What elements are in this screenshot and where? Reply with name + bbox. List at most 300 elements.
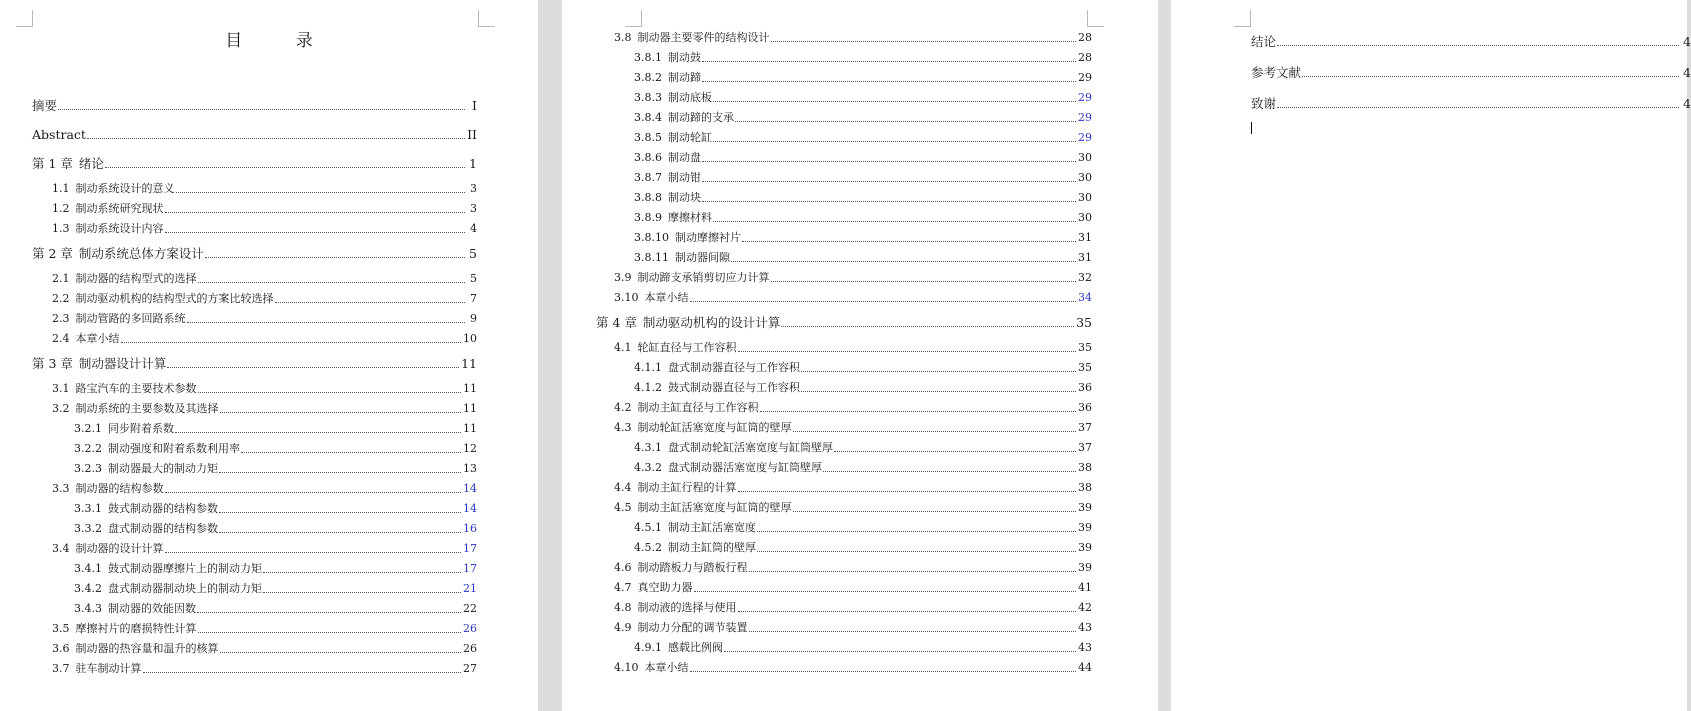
toc-entry-title: 制动器间隙 [675, 251, 730, 264]
toc-entry-number: 2.2 [52, 292, 70, 305]
toc-entry-title: 感载比例阀 [668, 641, 723, 654]
toc-entry-page-number: 11 [463, 402, 477, 415]
toc-dot-leader [1277, 45, 1679, 46]
toc-entry-page-number: 31 [1078, 231, 1092, 244]
toc-entry-page-number: 35 [1078, 341, 1092, 354]
toc-entry-page-number: 29 [1078, 131, 1092, 144]
toc-entry-page-number: 39 [1078, 541, 1092, 554]
toc-entry-number: 3.10 [614, 291, 639, 304]
toc-dot-leader [176, 192, 466, 193]
toc-entry-title: 制动器的结构型式的选择 [75, 272, 197, 285]
toc-entry[interactable] [634, 150, 1092, 165]
toc-entry-page-number: 26 [463, 622, 477, 635]
toc-entry-page-number: 42 [1078, 601, 1092, 614]
toc-entry-title: 轮缸直径与工作容积 [637, 341, 737, 354]
toc-entry[interactable] [634, 640, 1092, 655]
toc-entry-page-number: 30 [1078, 171, 1092, 184]
toc-entry-number: 3.2.3 [74, 462, 102, 475]
toc-entry-page-number: I [472, 98, 477, 113]
toc-entry-page-number: 39 [1078, 561, 1092, 574]
toc-entry[interactable] [74, 441, 477, 456]
toc-entry-title: 结论 [1251, 34, 1277, 49]
toc-entry-title: 制动驱动机构的设计计算 [642, 315, 781, 330]
toc-dot-leader [760, 411, 1077, 412]
toc-entry-number: 3.4.1 [74, 562, 102, 575]
toc-entry[interactable] [52, 291, 477, 306]
toc-dot-leader [738, 351, 1077, 352]
toc-entry[interactable] [74, 581, 477, 596]
toc-entry[interactable] [52, 331, 477, 346]
toc-entry[interactable] [634, 170, 1092, 185]
toc-entry[interactable] [614, 600, 1092, 615]
toc-dot-leader [220, 412, 462, 413]
toc-entry-page-number: 12 [463, 442, 477, 455]
toc-entry-page-number: 9 [470, 312, 477, 325]
margin-corner-mark [478, 10, 495, 27]
toc-entry-title: 真空助力器 [637, 581, 693, 594]
toc-entry[interactable] [32, 246, 477, 261]
toc-entry[interactable] [74, 421, 477, 436]
toc-dot-leader [198, 392, 462, 393]
toc-entry-title: 致谢 [1251, 96, 1277, 111]
toc-dot-leader [724, 651, 1076, 652]
toc-entry-title: 本章小结 [75, 332, 120, 345]
toc-entry-number: 3.2 [52, 402, 70, 415]
toc-dot-leader [781, 326, 1074, 327]
toc-entry[interactable] [52, 481, 477, 496]
toc-dot-leader [702, 181, 1076, 182]
toc-dot-leader [702, 201, 1076, 202]
toc-entry-number: 4.4 [614, 481, 632, 494]
toc-entry[interactable] [52, 181, 477, 196]
toc-entry[interactable] [596, 315, 1092, 330]
toc-entry[interactable] [74, 461, 477, 476]
toc-entry-number: 4.5 [614, 501, 632, 514]
toc-entry-page-number: 30 [1078, 211, 1092, 224]
toc-entry-title: 摩擦材料 [668, 211, 712, 224]
toc-entry[interactable] [614, 660, 1092, 675]
toc-entry[interactable] [32, 98, 477, 113]
toc-dot-leader [205, 257, 465, 258]
toc-dot-leader [742, 241, 1076, 242]
toc-entry-page-number: 11 [463, 422, 477, 435]
toc-entry[interactable] [634, 190, 1092, 205]
toc-entry-number: 4.5.1 [634, 521, 662, 534]
toc-entry-page-number: 3 [470, 202, 477, 215]
toc-entry[interactable] [52, 541, 477, 556]
toc-entry-page-number: 26 [463, 642, 477, 655]
toc-entry-number: 3.8.11 [634, 251, 669, 264]
toc-entry-title: 制动液的选择与使用 [637, 601, 737, 614]
toc-dot-leader [793, 431, 1077, 432]
toc-entry[interactable] [614, 340, 1092, 355]
toc-dot-leader [823, 471, 1076, 472]
toc-entry-page-number: 10 [463, 332, 477, 345]
toc-entry-title: 制动系统总体方案设计 [78, 246, 204, 261]
toc-entry[interactable] [52, 621, 477, 636]
toc-entry-number: 4.10 [614, 661, 639, 674]
toc-entry[interactable] [634, 360, 1092, 375]
toc-entry[interactable] [634, 540, 1092, 555]
toc-entry-page-number: 30 [1078, 191, 1092, 204]
toc-entry-number: 1.1 [52, 182, 70, 195]
toc-entry-number: 3.8 [614, 31, 632, 44]
toc-page-2 [562, 0, 1158, 711]
margin-corner-mark [1234, 10, 1251, 27]
toc-entry[interactable] [634, 110, 1092, 125]
toc-dot-leader [1277, 107, 1679, 108]
toc-dot-leader [219, 532, 461, 533]
toc-dot-leader [187, 322, 466, 323]
toc-entry-page-number: 4 [1683, 96, 1691, 111]
toc-dot-leader [713, 101, 1076, 102]
toc-entry-title: 制动主缸直径与工作容积 [637, 401, 759, 414]
toc-entry-title: 鼓式制动器摩擦片上的制动力矩 [108, 562, 262, 575]
toc-entry-page-number: 1 [469, 156, 477, 171]
toc-entry-title: 盘式制动器制动块上的制动力矩 [108, 582, 262, 595]
toc-entry[interactable] [1251, 34, 1691, 49]
toc-entry[interactable] [614, 420, 1092, 435]
toc-entry-title: 制动底板 [668, 91, 712, 104]
toc-entry-title: 制动鼓 [668, 51, 701, 64]
toc-entry-page-number: 41 [1078, 581, 1092, 594]
toc-entry-number: 3.3 [52, 482, 70, 495]
toc-entry[interactable] [74, 601, 477, 616]
toc-entry-page-number: 37 [1078, 421, 1092, 434]
toc-dot-leader [105, 167, 465, 168]
toc-entry-title: 制动摩擦衬片 [675, 231, 741, 244]
toc-entry-page-number: 21 [463, 582, 477, 595]
toc-entry-title: 本章小结 [644, 661, 689, 674]
toc-entry-title: 摘要 [32, 98, 58, 113]
toc-entry-number: 第 4 章 [596, 315, 637, 330]
toc-entry-number: 3.8.7 [634, 171, 662, 184]
toc-dot-leader [263, 592, 461, 593]
toc-entry-title: 同步附着系数 [108, 422, 174, 435]
toc-entry-page-number: 30 [1078, 151, 1092, 164]
toc-entry-number: 4.3.1 [634, 441, 662, 454]
toc-entry-number: 4.1 [614, 341, 632, 354]
toc-dot-leader [757, 531, 1076, 532]
toc-entry-title: 制动主缸活塞宽度与缸筒的壁厚 [637, 501, 792, 514]
toc-entry-number: 3.8.1 [634, 51, 662, 64]
toc-entry[interactable] [52, 661, 477, 676]
toc-entry-page-number: 14 [463, 502, 477, 515]
toc-entry-page-number: 11 [463, 382, 477, 395]
toc-entry-page-number: 28 [1078, 51, 1092, 64]
toc-dot-leader [175, 432, 461, 433]
toc-entry-title: 盘式制动器直径与工作容积 [668, 361, 800, 374]
toc-entry[interactable] [614, 500, 1092, 515]
toc-entry-title: 制动强度和附着系数利用率 [108, 442, 240, 455]
toc-dot-leader [165, 552, 462, 553]
toc-dot-leader [198, 282, 466, 283]
toc-entry-page-number: 39 [1078, 501, 1092, 514]
toc-page-3 [1171, 0, 1691, 711]
toc-dot-leader [220, 652, 462, 653]
toc-entry[interactable] [52, 381, 477, 396]
toc-dot-leader [219, 512, 461, 513]
toc-dot-leader [241, 452, 461, 453]
toc-entry-title: 制动蹄的支承 [668, 111, 734, 124]
toc-entry[interactable] [32, 356, 477, 371]
toc-entry-title: 制动轮缸活塞宽度与缸筒的壁厚 [637, 421, 792, 434]
toc-dot-leader [771, 281, 1077, 282]
toc-entry[interactable] [634, 210, 1092, 225]
toc-entry-title: 制动器设计计算 [78, 356, 167, 371]
toc-entry-number: 1.2 [52, 202, 70, 215]
toc-entry-number: 4.1.2 [634, 381, 662, 394]
toc-entry-number: 3.7 [52, 662, 70, 675]
toc-entry-page-number: 38 [1078, 481, 1092, 494]
toc-entry-number: 4.7 [614, 581, 632, 594]
toc-entry-page-number: 35 [1076, 315, 1092, 330]
toc-entry-title: 制动盘 [668, 151, 701, 164]
toc-entry[interactable] [614, 400, 1092, 415]
toc-entry-title: 制动管路的多回路系统 [75, 312, 186, 325]
toc-entry-page-number: 27 [463, 662, 477, 675]
toc-entry-title: 绪论 [78, 156, 104, 171]
toc-entry-page-number: 39 [1078, 521, 1092, 534]
toc-entry[interactable] [614, 620, 1092, 635]
text-cursor [1251, 122, 1252, 134]
toc-dot-leader [121, 342, 462, 343]
toc-entry-page-number: 17 [463, 542, 477, 555]
toc-dot-leader [694, 591, 1077, 592]
toc-dot-leader [263, 572, 461, 573]
toc-entry[interactable] [52, 311, 477, 326]
toc-entry-page-number: 38 [1078, 461, 1092, 474]
toc-entry-page-number: 14 [463, 482, 477, 495]
toc-entry-page-number: 28 [1078, 31, 1092, 44]
toc-entry[interactable] [634, 520, 1092, 535]
toc-dot-leader [165, 232, 466, 233]
margin-corner-mark [625, 10, 642, 27]
toc-entry[interactable] [634, 130, 1092, 145]
toc-entry-number: 3.4.2 [74, 582, 102, 595]
toc-dot-leader [143, 672, 462, 673]
toc-entry-page-number: 29 [1078, 71, 1092, 84]
toc-entry-page-number: 36 [1078, 401, 1092, 414]
toc-dot-leader [834, 451, 1076, 452]
toc-entry-title: 制动系统的主要参数及其选择 [75, 402, 219, 415]
toc-entry-page-number: 32 [1078, 271, 1092, 284]
toc-entry[interactable] [634, 230, 1092, 245]
toc-entry-title: Abstract [32, 127, 86, 142]
toc-entry-page-number: 4 [1683, 65, 1691, 80]
toc-entry-number: 4.2 [614, 401, 632, 414]
toc-entry-number: 3.1 [52, 382, 70, 395]
toc-entry-page-number: 34 [1078, 291, 1092, 304]
toc-entry-number: 4.9.1 [634, 641, 662, 654]
toc-entry-title: 鼓式制动器直径与工作容积 [668, 381, 800, 394]
toc-entry[interactable] [634, 460, 1092, 475]
toc-entry-number: 2.1 [52, 272, 70, 285]
toc-entry[interactable] [634, 440, 1092, 455]
toc-entry-page-number: 37 [1078, 441, 1092, 454]
toc-entry-title: 路宝汽车的主要技术参数 [75, 382, 197, 395]
toc-entry-page-number: 44 [1078, 661, 1092, 674]
toc-entry[interactable] [634, 380, 1092, 395]
toc-dot-leader [738, 491, 1077, 492]
toc-entry-page-number: 16 [463, 522, 477, 535]
toc-entry[interactable] [52, 641, 477, 656]
toc-dot-leader [749, 571, 1077, 572]
toc-entry-number: 3.4 [52, 542, 70, 555]
toc-dot-leader [731, 261, 1076, 262]
toc-entry-number: 4.8 [614, 601, 632, 614]
toc-dot-leader [167, 367, 459, 368]
toc-entry-title: 盘式制动轮缸活塞宽度与缸筒壁厚 [668, 441, 833, 454]
toc-dot-leader [713, 141, 1076, 142]
toc-dot-leader [702, 81, 1076, 82]
toc-entry-number: 第 1 章 [32, 156, 73, 171]
toc-entry-page-number: 7 [470, 292, 477, 305]
toc-entry[interactable] [52, 201, 477, 216]
toc-entry-page-number: 43 [1078, 641, 1092, 654]
toc-entry-number: 3.3.1 [74, 502, 102, 515]
toc-entry-page-number: 36 [1078, 381, 1092, 394]
toc-entry-page-number: 29 [1078, 91, 1092, 104]
toc-entry[interactable] [614, 290, 1092, 305]
toc-entry[interactable] [52, 271, 477, 286]
toc-entry-number: 3.2.1 [74, 422, 102, 435]
toc-entry-title: 盘式制动器的结构参数 [108, 522, 218, 535]
toc-entry[interactable] [614, 480, 1092, 495]
toc-entry-page-number: 17 [463, 562, 477, 575]
toc-dot-leader [219, 472, 461, 473]
toc-entry-title: 参考文献 [1251, 65, 1302, 80]
toc-dot-leader [165, 212, 466, 213]
toc-entry-number: 4.6 [614, 561, 632, 574]
toc-dot-leader [713, 221, 1076, 222]
toc-entry-page-number: 22 [463, 602, 477, 615]
toc-entry-number: 3.8.9 [634, 211, 662, 224]
toc-entry-title: 制动器主要零件的结构设计 [637, 31, 770, 44]
toc-dot-leader [793, 511, 1077, 512]
margin-corner-mark [1087, 10, 1104, 27]
toc-entry-number: 3.4.3 [74, 602, 102, 615]
toc-entry-page-number: 5 [470, 272, 477, 285]
toc-dot-leader [738, 611, 1077, 612]
toc-entry-title: 本章小结 [644, 291, 689, 304]
toc-entry-page-number: 11 [461, 356, 477, 371]
toc-dot-leader [165, 492, 462, 493]
toc-entry-number: 3.8.4 [634, 111, 662, 124]
toc-dot-leader [702, 161, 1076, 162]
toc-entry-page-number: 5 [469, 246, 477, 261]
toc-entry-number: 3.8.3 [634, 91, 662, 104]
toc-entry-number: 4.3.2 [634, 461, 662, 474]
toc-entry-title: 制动力分配的调节装置 [637, 621, 748, 634]
toc-entry[interactable] [52, 221, 477, 236]
toc-entry-title: 制动器的结构参数 [75, 482, 164, 495]
toc-entry-page-number: 13 [463, 462, 477, 475]
toc-entry-title: 制动主缸活塞宽度 [668, 521, 756, 534]
toc-entry-number: 3.9 [614, 271, 632, 284]
toc-entry-page-number: 4 [470, 222, 477, 235]
toc-entry-title: 制动器的效能因数 [108, 602, 196, 615]
toc-entry-title: 制动系统研究现状 [75, 202, 164, 215]
toc-entry[interactable] [614, 580, 1092, 595]
toc-entry-title: 鼓式制动器的结构参数 [108, 502, 218, 515]
toc-entry-page-number: 4 [1683, 34, 1691, 49]
toc-entry-number: 3.8.8 [634, 191, 662, 204]
toc-entry[interactable] [32, 127, 477, 142]
toc-dot-leader [749, 631, 1077, 632]
toc-title: 目 录 [225, 31, 337, 51]
toc-entry[interactable] [614, 560, 1092, 575]
toc-dot-leader [702, 61, 1076, 62]
toc-dot-leader [690, 301, 1077, 302]
toc-entry[interactable] [74, 561, 477, 576]
toc-entry-number: 4.1.1 [634, 361, 662, 374]
toc-dot-leader [771, 41, 1077, 42]
toc-entry[interactable] [1251, 96, 1691, 111]
margin-corner-mark [16, 10, 33, 27]
toc-entry[interactable] [74, 501, 477, 516]
toc-entry-page-number: 35 [1078, 361, 1092, 374]
toc-entry[interactable] [634, 250, 1092, 265]
toc-entry-title: 制动块 [668, 191, 701, 204]
toc-entry-title: 制动蹄支承销剪切应力计算 [637, 271, 770, 284]
toc-entry-title: 驻车制动计算 [75, 662, 142, 675]
toc-entry[interactable] [634, 70, 1092, 85]
toc-entry-title: 制动踏板力与踏板行程 [637, 561, 748, 574]
toc-dot-leader [801, 391, 1076, 392]
toc-entry-page-number: 31 [1078, 251, 1092, 264]
toc-entry[interactable] [614, 30, 1092, 45]
toc-entry-page-number: II [467, 127, 477, 142]
toc-entry-page-number: 43 [1078, 621, 1092, 634]
toc-entry[interactable] [614, 270, 1092, 285]
toc-dot-leader [1302, 76, 1679, 77]
toc-entry-number: 3.8.10 [634, 231, 669, 244]
toc-entry-number: 4.3 [614, 421, 632, 434]
toc-entry-title: 制动主缸筒的壁厚 [668, 541, 756, 554]
toc-entry-title: 制动系统设计内容 [75, 222, 164, 235]
toc-entry[interactable] [74, 521, 477, 536]
toc-entry-page-number: 3 [470, 182, 477, 195]
toc-entry-title: 制动器的热容量和温升的核算 [75, 642, 219, 655]
toc-entry-number: 3.8.5 [634, 131, 662, 144]
toc-entry-number: 4.5.2 [634, 541, 662, 554]
toc-entry[interactable] [634, 50, 1092, 65]
toc-entry-number: 4.9 [614, 621, 632, 634]
toc-entry-number: 3.2.2 [74, 442, 102, 455]
toc-entry-title: 摩擦衬片的磨损特性计算 [75, 622, 197, 635]
toc-entry[interactable] [634, 90, 1092, 105]
toc-entry-number: 第 3 章 [32, 356, 73, 371]
toc-dot-leader [757, 551, 1076, 552]
toc-entry-number: 第 2 章 [32, 246, 73, 261]
toc-dot-leader [87, 138, 465, 139]
toc-entry[interactable] [1251, 65, 1691, 80]
toc-entry-number: 3.3.2 [74, 522, 102, 535]
toc-entry-title: 制动轮缸 [668, 131, 712, 144]
toc-entry-title: 制动器的设计计算 [75, 542, 164, 555]
toc-dot-leader [735, 121, 1076, 122]
toc-entry-title: 制动主缸行程的计算 [637, 481, 737, 494]
toc-dot-leader [198, 632, 462, 633]
toc-entry[interactable] [32, 156, 477, 171]
toc-entry-number: 3.8.2 [634, 71, 662, 84]
toc-dot-leader [690, 671, 1077, 672]
toc-entry-title: 制动钳 [668, 171, 701, 184]
toc-entry-title: 制动器最大的制动力矩 [108, 462, 218, 475]
toc-entry-title: 制动驱动机构的结构型式的方案比较选择 [75, 292, 274, 305]
toc-entry[interactable] [52, 401, 477, 416]
